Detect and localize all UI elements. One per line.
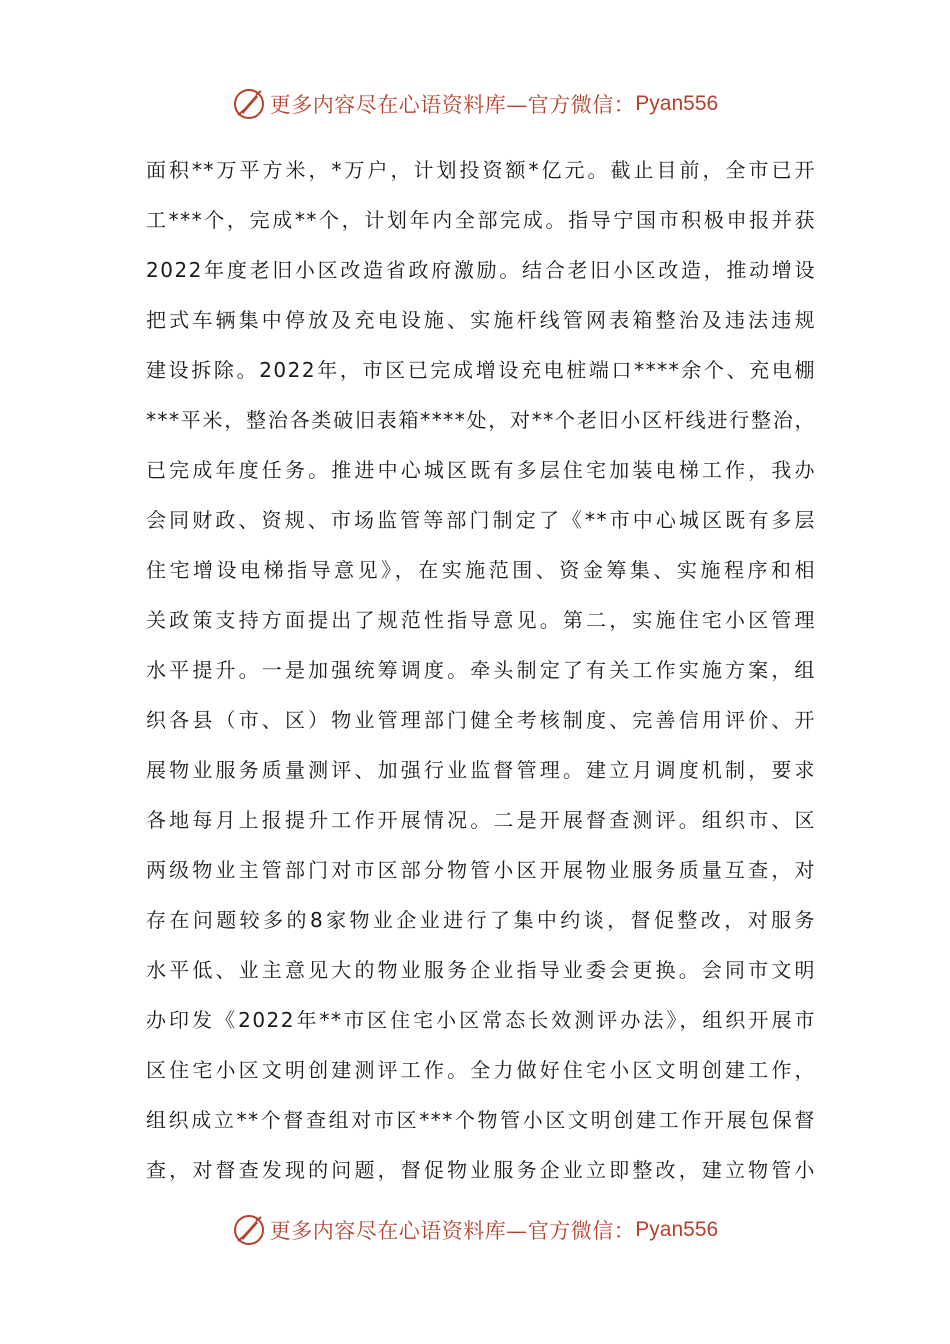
body-line: 办印发《2022年**市区住宅小区常态长效测评办法》，组织开展市 [146, 1008, 816, 1032]
body-line: 展物业服务质量测评、加强行业监督管理。建立月调度机制，要求 [146, 758, 816, 782]
body-line: 水平提升。一是加强统筹调度。牵头制定了有关工作实施方案，组 [146, 658, 816, 682]
body-line: 已完成年度任务。推进中心城区既有多层住宅加装电梯工作，我办 [146, 458, 816, 482]
body-line: 水平低、业主意见大的物业服务企业指导业委会更换。会同市文明 [146, 958, 816, 982]
body-line: 织各县（市、区）物业管理部门健全考核制度、完善信用评价、开 [146, 708, 816, 732]
footer-banner [0, 1210, 950, 1250]
body-line: 把式车辆集中停放及充电设施、实施杆线管网表箱整治及违法违规 [146, 308, 816, 332]
quill-logo-icon [232, 1213, 266, 1247]
body-line: 住宅增设电梯指导意见》，在实施范围、资金筹集、实施程序和相 [146, 558, 816, 582]
body-line: 存在问题较多的8家物业企业进行了集中约谈，督促整改，对服务 [146, 908, 816, 932]
body-line: 会同财政、资规、市场监管等部门制定了《**市中心城区既有多层 [146, 508, 816, 532]
header-banner-handle: Pyan556 [635, 92, 719, 115]
body-line: 2022年度老旧小区改造省政府激励。结合老旧小区改造，推动增设 [146, 258, 816, 282]
header-banner [0, 84, 950, 124]
document-body [146, 148, 816, 1198]
body-line: 面积**万平方米，*万户，计划投资额*亿元。截止目前，全市已开 [146, 158, 816, 182]
body-line: 两级物业主管部门对市区部分物管小区开展物业服务质量互查，对 [146, 858, 816, 882]
body-line: ***平米，整治各类破旧表箱****处，对**个老旧小区杆线进行整治， [146, 408, 816, 432]
body-line: 工***个，完成**个，计划年内全部完成。指导宁国市积极申报并获 [146, 208, 816, 232]
body-line: 查，对督查发现的问题，督促物业服务企业立即整改，建立物管小 [146, 1158, 816, 1182]
footer-banner-handle: Pyan556 [635, 1218, 719, 1241]
body-line: 组织成立**个督查组对市区***个物管小区文明创建工作开展包保督 [146, 1108, 816, 1132]
header-banner-text: 更多内容尽在心语资料库—官方微信： [269, 93, 636, 117]
body-line: 关政策支持方面提出了规范性指导意见。第二，实施住宅小区管理 [146, 608, 816, 632]
body-line: 各地每月上报提升工作开展情况。二是开展督查测评。组织市、区 [146, 808, 816, 832]
footer-banner-text: 更多内容尽在心语资料库—官方微信： [269, 1219, 636, 1243]
body-line: 区住宅小区文明创建测评工作。全力做好住宅小区文明创建工作， [146, 1058, 816, 1082]
quill-logo-icon [232, 87, 266, 121]
body-line: 建设拆除。2022年，市区已完成增设充电桩端口****余个、充电棚 [146, 358, 816, 382]
